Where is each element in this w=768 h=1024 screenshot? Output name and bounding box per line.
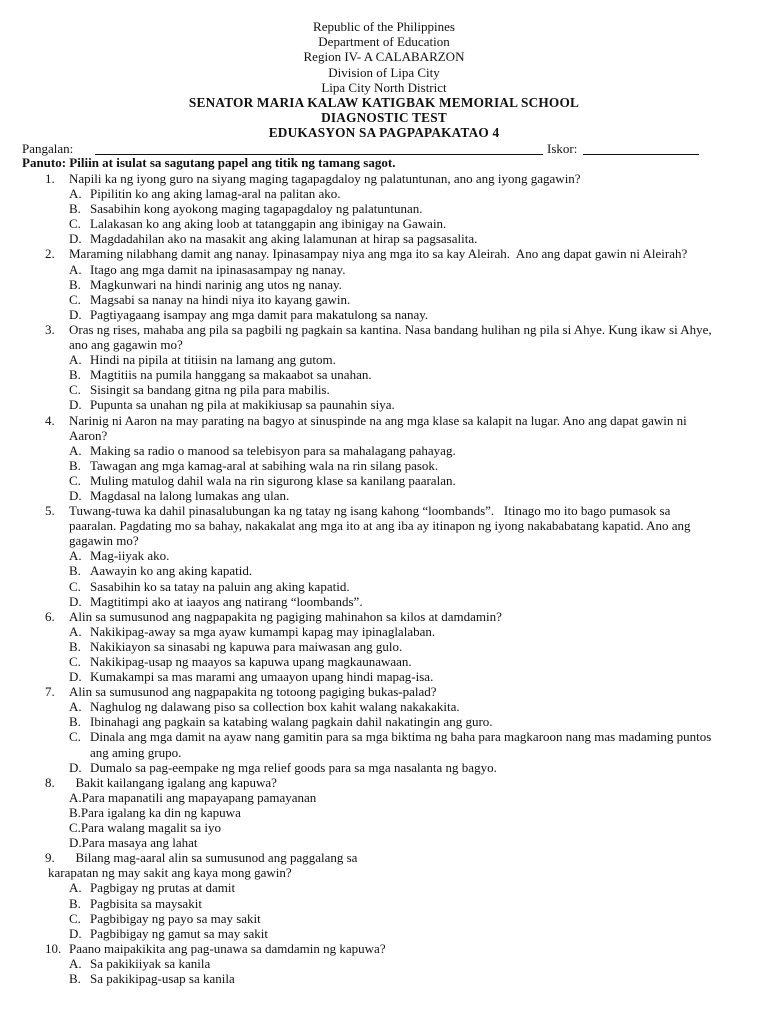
- answer-option[interactable]: [69, 458, 768, 473]
- answer-option[interactable]: [69, 307, 768, 322]
- answer-option[interactable]: [69, 835, 768, 850]
- question-text-continued: karapatan ng may sakit ang kaya mong gawin?: [48, 865, 292, 881]
- answer-option[interactable]: [69, 397, 768, 412]
- option-text: Dumalo sa pag-eempake ng mga relief goods para sa mga nasalanta ng bagyo.: [90, 759, 497, 775]
- option-text: Ibinahagi ang pagkain sa katabing walang pagkain dahil nakatingin ang guro.: [90, 714, 493, 730]
- answer-option[interactable]: [69, 292, 768, 307]
- question-item: [0, 413, 768, 504]
- answer-option[interactable]: [69, 729, 768, 759]
- option-letter: A.: [69, 699, 82, 715]
- answer-option[interactable]: [69, 443, 768, 458]
- answer-option[interactable]: [69, 956, 768, 971]
- school-name: SENATOR MARIA KALAW KATIGBAK MEMORIAL SCHOOL: [188, 95, 580, 111]
- answer-option[interactable]: [69, 352, 768, 367]
- option-letter: A.: [69, 442, 82, 458]
- subject-title: EDUKASYON SA PAGPAPAKATAO 4: [268, 125, 500, 141]
- answer-option[interactable]: [69, 820, 768, 835]
- question-item: [0, 850, 768, 941]
- option-letter: A.: [69, 880, 82, 896]
- option-letter: B.: [69, 563, 81, 579]
- answer-option[interactable]: [69, 926, 768, 941]
- question-item: [0, 171, 768, 246]
- option-text: Making sa radio o manood sa telebisyon para sa mahalagang pahayag.: [90, 442, 456, 458]
- answer-option[interactable]: [69, 367, 768, 382]
- option-text: Pagbisita sa maysakit: [90, 895, 202, 911]
- question-number: 6.: [45, 608, 55, 624]
- option-letter: A.: [69, 352, 82, 368]
- option-letter: D.: [69, 669, 82, 685]
- option-text: Pagbibigay ng payo sa may sakit: [90, 910, 261, 926]
- option-letter: D.: [69, 925, 82, 941]
- answer-option[interactable]: [69, 654, 768, 669]
- option-text: Para igalang ka din ng kapuwa: [80, 804, 241, 820]
- option-letter: B.: [69, 638, 81, 654]
- option-letter: C.: [69, 382, 81, 398]
- question-text: Bakit kailangang igalang ang kapuwa?: [69, 774, 277, 790]
- answer-option[interactable]: [69, 548, 768, 563]
- option-letter: D.: [69, 397, 82, 413]
- directions: Panuto: Piliin at isulat sa sagutang papel ang titik ng tamang sagot.: [22, 155, 396, 170]
- option-text: Magtitimpi ako at iaayos ang natirang “loombands”.: [90, 593, 363, 609]
- question-number: 4.: [45, 412, 55, 428]
- question-item: [0, 941, 768, 986]
- answer-option[interactable]: [69, 563, 768, 578]
- question-item: [0, 246, 768, 321]
- question-item: [0, 684, 768, 775]
- option-text: Sasabihin kong ayokong maging tagapagdaloy ng palatuntunan.: [90, 201, 423, 217]
- option-text: Muling matulog dahil wala na rin sigurong klase sa kanilang paaralan.: [90, 472, 456, 488]
- answer-option[interactable]: [69, 488, 768, 503]
- header-department: Department of Education: [318, 34, 450, 50]
- question-number: 2.: [45, 246, 55, 262]
- option-letter: B.: [69, 895, 81, 911]
- option-letter: D.: [69, 231, 82, 247]
- answer-option[interactable]: [69, 880, 768, 895]
- answer-option[interactable]: [69, 699, 768, 714]
- option-letter: C.: [69, 910, 81, 926]
- option-text: Dinala ang mga damit na ayaw nang gamitin para sa mga biktima ng baha para magkaroon nang mas madaming puntos ang aming grupo.: [90, 729, 712, 760]
- option-text: Lalakasan ko ang aking loob at tatanggapin ang ibinigay na Gawain.: [90, 216, 447, 232]
- option-text: Itago ang mga damit na ipinasasampay ng nanay.: [90, 261, 346, 277]
- option-letter: D.: [69, 759, 82, 775]
- question-text: Napili ka ng iyong guro na siyang maging tagapagdaloy ng palatuntunan, ano ang iyong gagawin?: [69, 171, 581, 186]
- option-letter: B.: [69, 367, 81, 383]
- option-letter: B.: [69, 276, 81, 292]
- header-division: Division of Lipa City: [328, 64, 440, 80]
- option-letter: D.: [69, 487, 82, 503]
- answer-option[interactable]: [69, 805, 768, 820]
- option-text: Para masaya ang lahat: [81, 835, 198, 851]
- header-republic: Republic of the Philippines: [313, 19, 455, 34]
- option-text: Magsabi sa nanay na hindi niya ito kayang gawin.: [90, 291, 351, 307]
- answer-option[interactable]: [69, 594, 768, 609]
- answer-option[interactable]: [69, 231, 768, 246]
- answer-option[interactable]: [69, 186, 768, 201]
- option-text: Pagtiyagaang isampay ang mga damit para makatulong sa nanay.: [90, 306, 429, 322]
- option-text: Nakikiayon sa sinasabi ng kapuwa para maiwasan ang gulo.: [90, 638, 403, 654]
- answer-option[interactable]: [69, 579, 768, 594]
- option-letter: D.: [69, 835, 82, 851]
- question-text: Narinig ni Aaron na may parating na bagyo at sinuspinde na ang mga klase sa kalapit na lugar. Ano ang dapat gawin ni Aaron?: [69, 412, 690, 443]
- option-letter: A.: [69, 186, 82, 202]
- option-text: Naghulog ng dalawang piso sa collection box kahit walang nakakakita.: [90, 699, 460, 715]
- option-letter: A.: [69, 261, 82, 277]
- answer-option[interactable]: [69, 473, 768, 488]
- option-letter: B.: [69, 201, 81, 217]
- option-text: Para walang magalit sa iyo: [80, 820, 221, 836]
- question-text: Oras ng rises, mahaba ang pila sa pagbili ng pagkain sa kantina. Nasa bandang hulihan ng pila si Ahye. Kung ikaw si Ahye, ano ang gagawin mo?: [69, 321, 715, 353]
- option-text: Tawagan ang mga kamag-aral at sabihing wala na rin silang pasok.: [90, 457, 439, 473]
- answer-option[interactable]: [69, 262, 768, 277]
- option-text: Nakikipag-away sa mga ayaw kumampi kapag may ipinaglalaban.: [90, 623, 436, 639]
- option-text: Kumakampi sa mas marami ang umaayon upang hindi mapag-isa.: [90, 669, 434, 685]
- option-text: Pupunta sa unahan ng pila at makikiusap sa paunahin siya.: [90, 397, 395, 413]
- answer-option[interactable]: [69, 382, 768, 397]
- option-letter: D.: [69, 306, 82, 322]
- option-text: Pagbibigay ng gamut sa may sakit: [90, 925, 269, 941]
- answer-option[interactable]: [69, 201, 768, 216]
- question-number: 8.: [45, 774, 55, 790]
- document-header: [0, 0, 768, 141]
- option-letter: B.: [69, 457, 81, 473]
- question-text: Alin sa sumusunod ang nagpapakita ng pagiging mahinahon sa kilos at damdamin?: [69, 608, 502, 624]
- option-letter: C.: [69, 654, 81, 669]
- question-number: 9.: [45, 850, 55, 866]
- option-text: Magtitiis na pumila hanggang sa makaabot sa unahan.: [90, 367, 372, 383]
- option-letter: C.: [69, 472, 81, 488]
- option-text: Sa pakikiiyak sa kanila: [90, 955, 211, 971]
- answer-option[interactable]: [69, 911, 768, 926]
- option-text: Magdasal na lalong lumakas ang ulan.: [90, 487, 290, 503]
- question-number: 10.: [45, 940, 62, 956]
- score-blank-line[interactable]: [583, 154, 699, 155]
- option-letter: C.: [69, 291, 81, 307]
- option-letter: D.: [69, 593, 82, 609]
- answer-option[interactable]: [69, 277, 768, 292]
- option-letter: C.: [69, 729, 81, 745]
- option-letter: A.: [69, 789, 82, 805]
- option-text: Magdadahilan ako na masakit ang aking lalamunan at hirap sa pagsasalita.: [90, 231, 478, 247]
- option-letter: B.: [69, 804, 81, 820]
- question-text: Paano maipakikita ang pag-unawa sa damdamin ng kapuwa?: [69, 940, 386, 956]
- question-item: [0, 775, 768, 850]
- question-list: [0, 171, 768, 986]
- option-text: Magkunwari na hindi narinig ang utos ng nanay.: [90, 276, 342, 292]
- option-text: Pipilitin ko ang aking lamag-aral na palitan ako.: [90, 186, 341, 202]
- answer-option[interactable]: [69, 790, 768, 805]
- option-letter: C.: [69, 820, 81, 836]
- test-title: DIAGNOSTIC TEST: [321, 110, 447, 126]
- option-text: Hindi na pipila at titiisin na lamang ang gutom.: [90, 352, 336, 368]
- option-letter: A.: [69, 955, 82, 971]
- question-item: [0, 609, 768, 684]
- question-text: Tuwang-tuwa ka dahil pinasalubungan ka ng tatay ng isang kahong “loombands”. Itinago mo ito bago pumasok sa paaralan. Pagdating mo sa bahay, nakakalat ang mga ito at ang iba ay itinapon ng iyong nakababatang kapatid. Ano ang gagawin mo?: [69, 503, 694, 549]
- score-label: Iskor:: [547, 140, 578, 156]
- question-text: Alin sa sumusunod ang nagpapakita ng totoong pagiging bukas-palad?: [69, 684, 437, 700]
- option-letter: B.: [69, 714, 81, 730]
- option-text: Mag-iiyak ako.: [90, 548, 170, 564]
- option-text: Aawayin ko ang aking kapatid.: [90, 563, 253, 579]
- option-letter: C.: [69, 216, 81, 232]
- header-district: Lipa City North District: [321, 79, 447, 95]
- name-label: Pangalan:: [22, 140, 74, 156]
- answer-option[interactable]: [69, 714, 768, 729]
- student-fields: [0, 141, 768, 156]
- question-text: Maraming nilabhang damit ang nanay. Ipinasampay niya ang mga ito sa kay Aleirah. Ano ang dapat gawin ni Aleirah?: [69, 246, 688, 262]
- option-text: Sa pakikipag-usap sa kanila: [90, 970, 235, 986]
- question-number: 3.: [45, 321, 55, 337]
- answer-option[interactable]: [69, 624, 768, 639]
- answer-option[interactable]: [69, 669, 768, 684]
- option-text: Para mapanatili ang mapayapang pamayanan: [81, 789, 317, 805]
- option-text: Sisingit sa bandang gitna ng pila para mabilis.: [90, 382, 330, 398]
- option-letter: C.: [69, 578, 81, 594]
- question-number: 5.: [45, 503, 55, 519]
- header-region: Region IV- A CALABARZON: [303, 49, 465, 65]
- option-text: Sasabihin ko sa tatay na paluin ang aking kapatid.: [90, 578, 350, 594]
- option-text: Pagbigay ng prutas at damit: [90, 880, 236, 896]
- answer-option[interactable]: [69, 971, 768, 986]
- option-letter: A.: [69, 548, 82, 564]
- question-text: Bilang mag-aaral alin sa sumusunod ang paggalang sa: [69, 850, 358, 866]
- answer-option[interactable]: [69, 760, 768, 775]
- answer-option[interactable]: [69, 216, 768, 231]
- question-number: 1.: [45, 171, 55, 186]
- answer-option[interactable]: [69, 896, 768, 911]
- question-item: [0, 503, 768, 609]
- option-letter: B.: [69, 970, 81, 986]
- option-letter: A.: [69, 623, 82, 639]
- option-text: Nakikipag-usap ng maayos sa kapuwa upang magkaunawaan.: [90, 654, 412, 669]
- question-item: [0, 322, 768, 413]
- answer-option[interactable]: [69, 639, 768, 654]
- question-number: 7.: [45, 684, 55, 700]
